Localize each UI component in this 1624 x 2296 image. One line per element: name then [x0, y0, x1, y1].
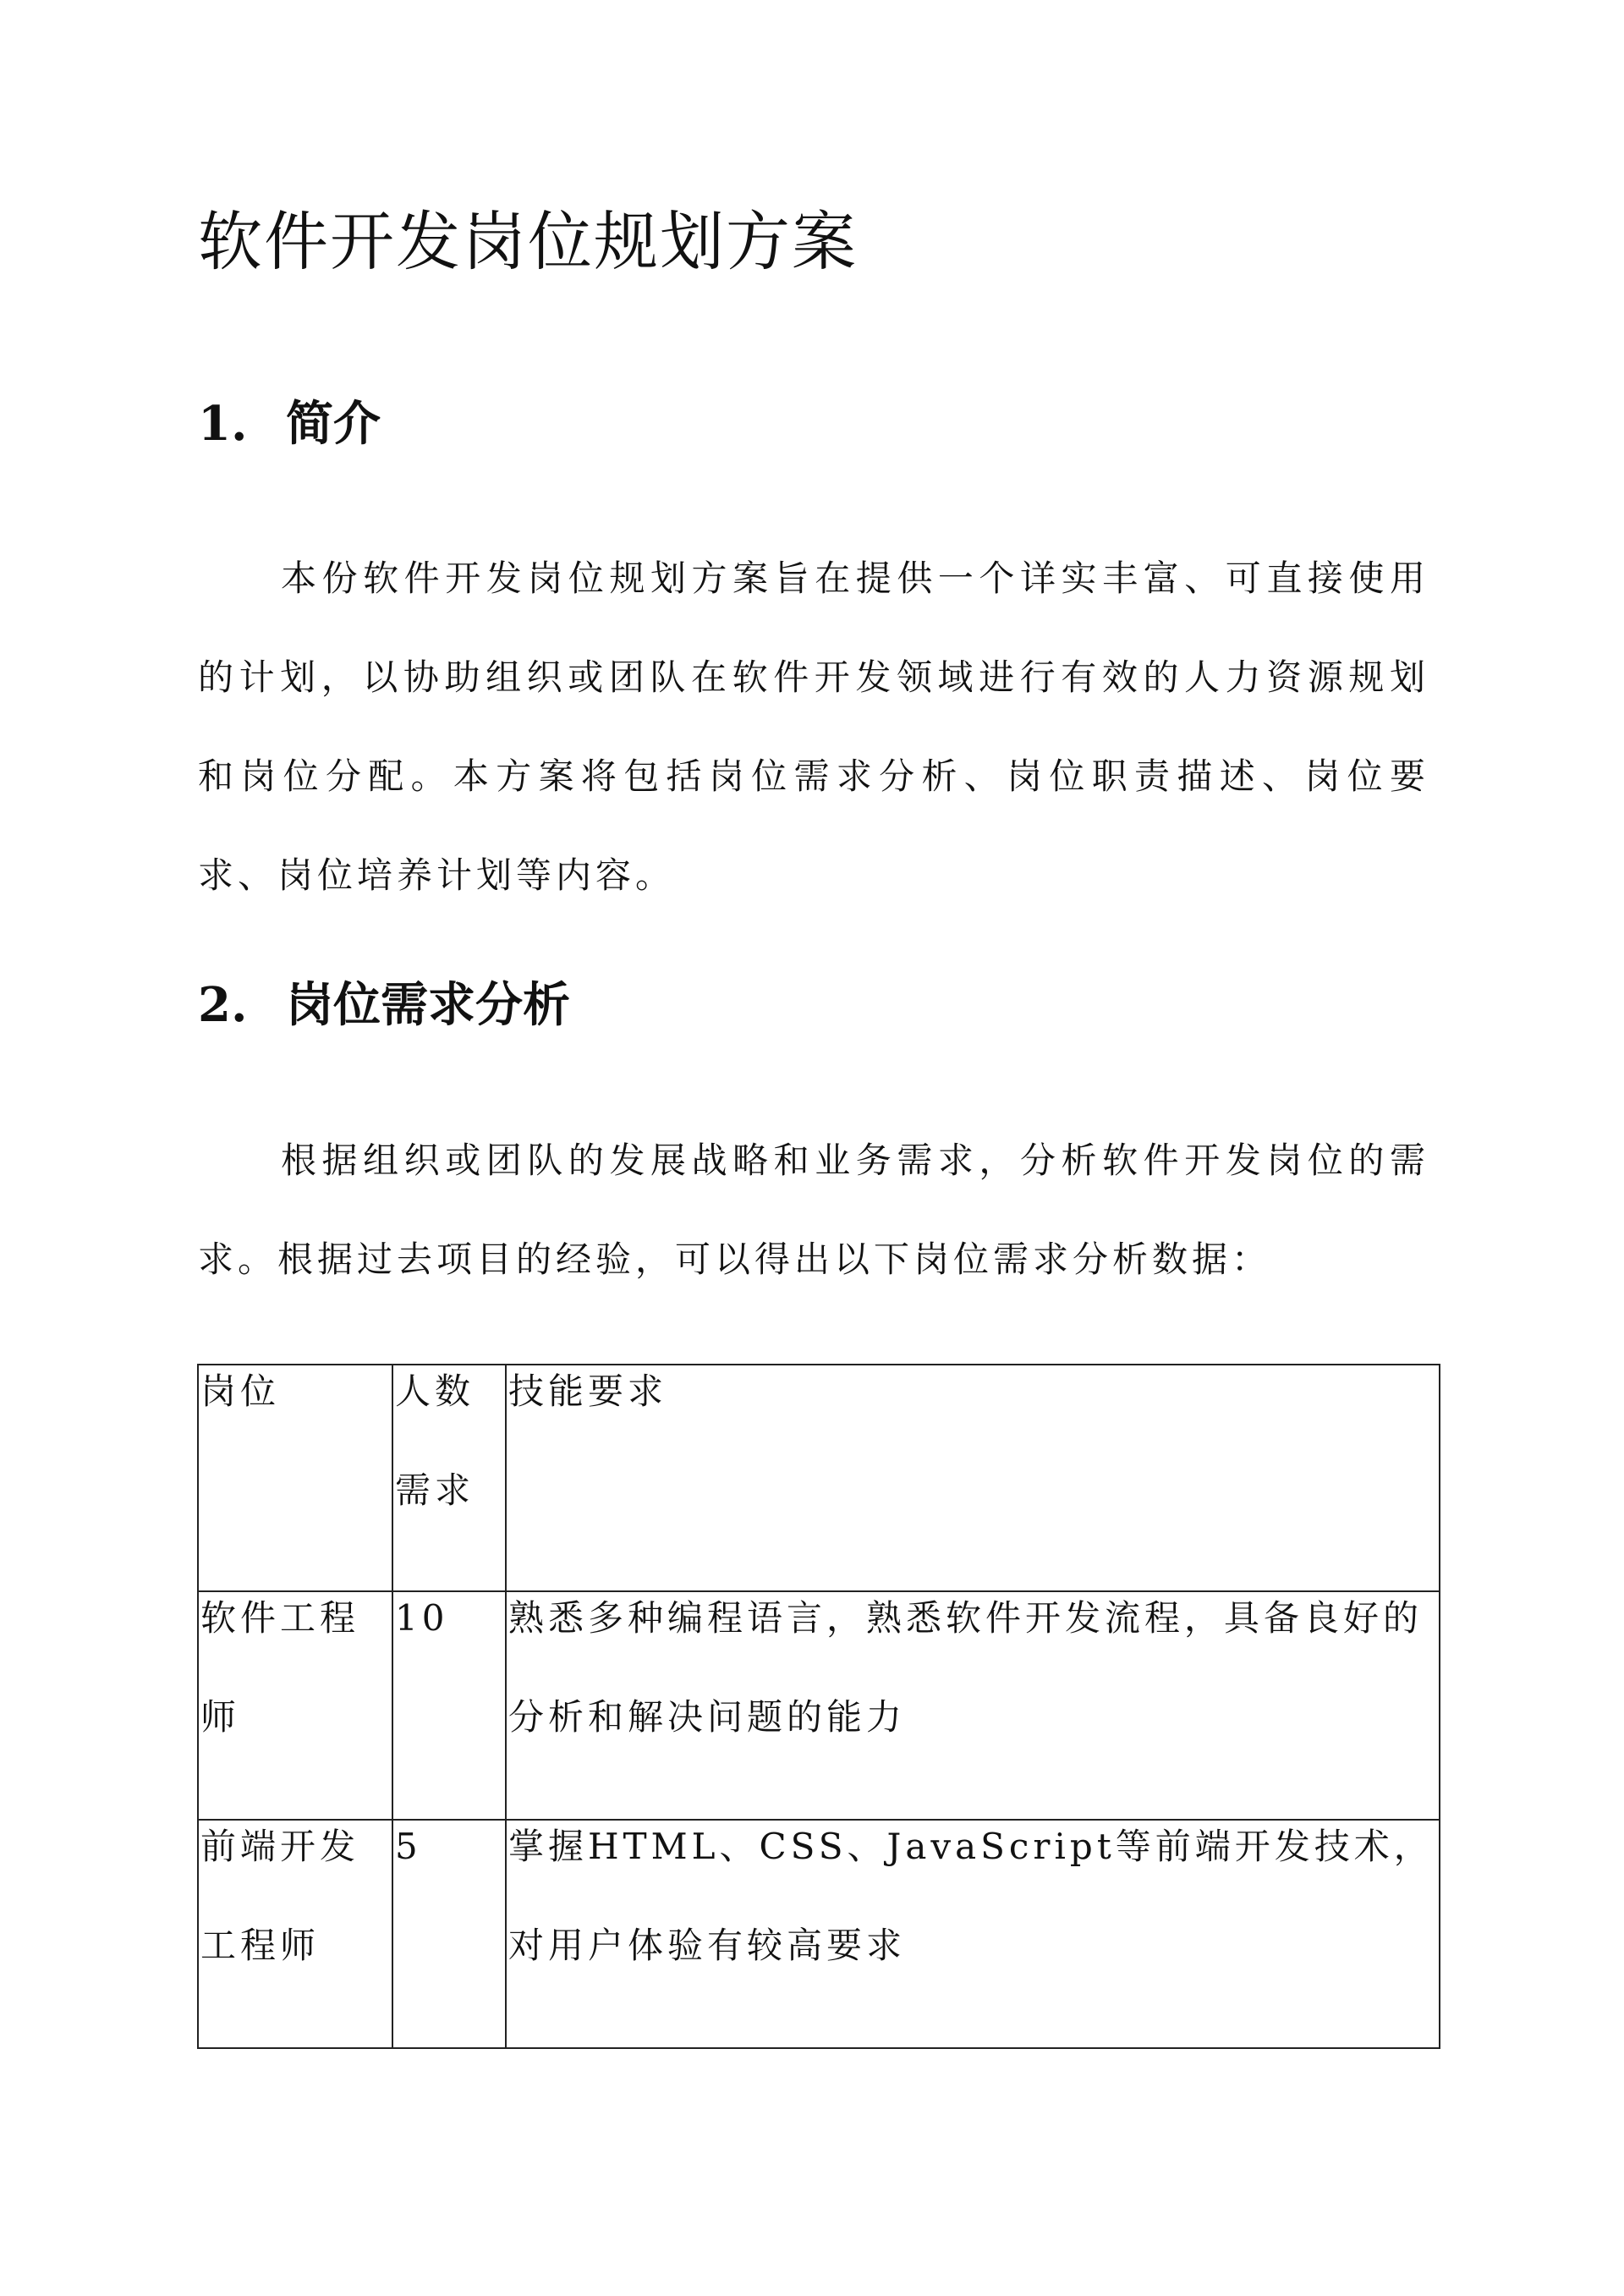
table-header-row [198, 1365, 1440, 1591]
section-title: 岗位需求分析 [286, 977, 570, 1033]
section-heading-demand-analysis [198, 977, 570, 1034]
position-demand-table [197, 1364, 1440, 2049]
table-cell-headcount: 5 [392, 1820, 506, 2048]
table-cell-skills: 掌握HTML、CSS、JavaScript等前端开发技术，对用户体验有较高要求 [506, 1820, 1440, 2048]
demand-analysis-paragraph: 根据组织或团队的发展战略和业务需求，分析软件开发岗位的需求。根据过去项目的经验，可以得出以下岗位需求分析数据： [198, 1140, 1429, 1280]
section-number: 1. [198, 396, 248, 452]
document-title: 软件开发岗位规划方案 [198, 204, 858, 279]
section-title: 简介 [286, 396, 381, 452]
section-heading-intro [198, 396, 381, 453]
table-header-cell: 技能要求 [506, 1365, 1440, 1591]
table-cell-headcount: 10 [392, 1591, 506, 1820]
table-header-cell: 人数需求 [392, 1365, 506, 1591]
table-row [198, 1820, 1440, 2048]
table-row [198, 1591, 1440, 1820]
table-cell-skills: 熟悉多种编程语言，熟悉软件开发流程，具备良好的分析和解决问题的能力 [506, 1591, 1440, 1820]
table-cell-position: 软件工程师 [198, 1591, 392, 1820]
table-header-cell: 岗位 [198, 1365, 392, 1591]
section-number: 2. [198, 977, 248, 1033]
intro-paragraph: 本份软件开发岗位规划方案旨在提供一个详实丰富、可直接使用的计划，以协助组织或团队在软件开发领域进行有效的人力资源规划和岗位分配。本方案将包括岗位需求分析、岗位职责描述、岗位要求、岗位培养计划等内容。 [198, 558, 1429, 896]
table-cell-position: 前端开发工程师 [198, 1820, 392, 2048]
